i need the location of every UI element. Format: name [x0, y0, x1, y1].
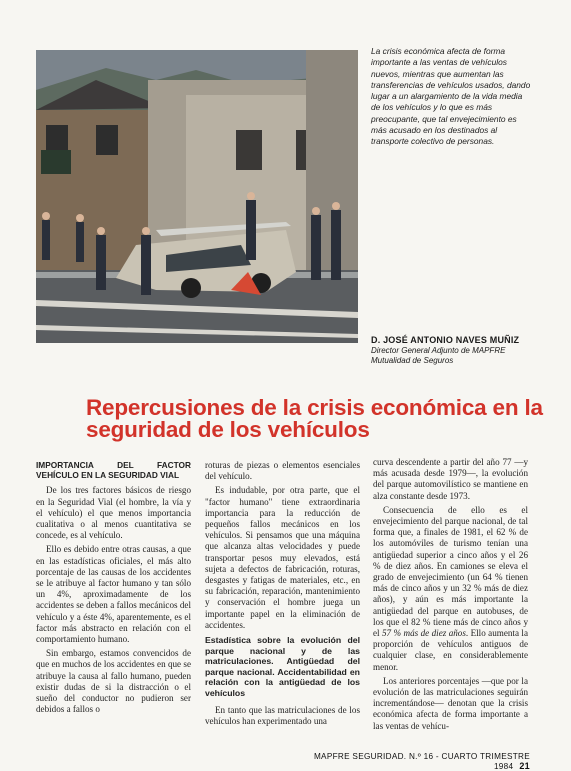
paragraph: Es indudable, por otra parte, que el "factor humano" tiene extraordinaria importancia para la reducción de pequeños fallos mecánicos en los vehículos. Si pensamos que una máquina que alcanza altas velocidades y puede transportar pesos muy elevados, está sujeta a defectos de fabricación, roturas, desgastes y fatigas de materiales, etc., en su fabricación, reparación, mantenimiento y conservación el hombre juega un importante papel en la eliminación de accidentes.	[205, 485, 360, 630]
article-column-2	[205, 460, 360, 750]
accident-scene-illustration	[36, 50, 358, 343]
paragraph	[373, 505, 528, 673]
article-column-1	[36, 460, 191, 750]
page-number: 21	[519, 761, 530, 771]
accident-photo	[36, 50, 358, 343]
page-footer	[300, 752, 530, 771]
photo-caption: La crisis económica afecta de forma importante a las ventas de vehículos nuevos, mientras que aumentan las transferencias de vehículos usados, dando lugar a un alargamiento de la vida media de los vehículos y lo que es más preocupante, que tal envejecimiento es más acusado en los destinados al transporte colectivo de personas.	[371, 46, 531, 147]
paragraph: Sin embargo, estamos convencidos de que en muchos de los accidentes en que se atribuye la causa al fallo humano, pueden existir dudas de si la distracción o el sueño del conductor no pudieron ser debidos a fallos o	[36, 648, 191, 715]
paragraph: roturas de piezas o elementos esenciales del vehículo.	[205, 460, 360, 482]
author-role-line1: Director General Adjunto de MAPFRE	[371, 346, 506, 355]
paragraph-text: . Ello aumenta la proporción de vehículos antiguos de cualquier clase, en considerablemente menor.	[373, 628, 528, 672]
paragraph-text: Consecuencia de ello es el envejecimiento del parque nacional, de tal forma que, a finales de 1981, el 62 % de los automóviles de turismo tenían una antigüedad superior a cinco años y el 26 % de diez años. En camiones se eleva el grado de envejecimiento (un 64 % tienen más de cinco años y un 32 % más de diez años), y aún es más importante la antigüedad del parque en autobuses, de los que el 82 % tiene más de cinco años y el	[373, 504, 528, 639]
paragraph: curva descendente a partir del año 77 —y más acusada desde 1979—, la evolución del parque automovilístico se mantiene en alza constante desde 1973.	[373, 457, 528, 501]
article-title: Repercusiones de la crisis económica en la seguridad de los vehículos	[86, 395, 543, 442]
footer-publication: MAPFRE SEGURIDAD. N.º 16 - CUARTO TRIMESTRE 1984	[313, 752, 530, 771]
paragraph: De los tres factores básicos de riesgo en la Seguridad Vial (el hombre, la vía y el vehículo) el que menos importancia cualitativa o al menos cuantitativa se concede, es al vehículo.	[36, 485, 191, 541]
section-heading-vehicle-factor: IMPORTANCIA DEL FACTOR VEHÍCULO EN LA SEGURIDAD VIAL	[36, 460, 191, 481]
author-role-line2: Mutualidad de Seguros	[371, 356, 454, 365]
section-heading-statistics: Estadística sobre la evolución del parque nacional y de las matriculaciones. Antigüedad del parque nacional. Accidentabilidad en relación con la antigüedad de los vehículos	[205, 635, 360, 698]
author-name: D. JOSÉ ANTONIO NAVES MUÑIZ	[371, 335, 520, 345]
article-body	[36, 457, 531, 750]
emphasis-text: 57 % más de diez años	[382, 628, 466, 639]
paragraph: En tanto que las matriculaciones de los vehículos han experimentado una	[205, 705, 360, 727]
author-byline	[371, 335, 561, 366]
article-column-3	[373, 457, 528, 747]
paragraph: Los anteriores porcentajes —que por la evolución de las matriculaciones seguirán incrementándose— denotan que la crisis económica afecta de forma importante a las ventas de vehícu-	[373, 675, 528, 731]
paragraph: Ello es debido entre otras causas, a que en las estadísticas oficiales, el más alto porcentaje de las causas de los accidentes se le atribuye al factor humano y tan sólo un 4%, aproximadamente de los accidentes se deben a fallos mecánicos del vehículo y a éste 4%, aparentemente, es el factor más abstracto en relación con el comportamiento humano.	[36, 544, 191, 645]
